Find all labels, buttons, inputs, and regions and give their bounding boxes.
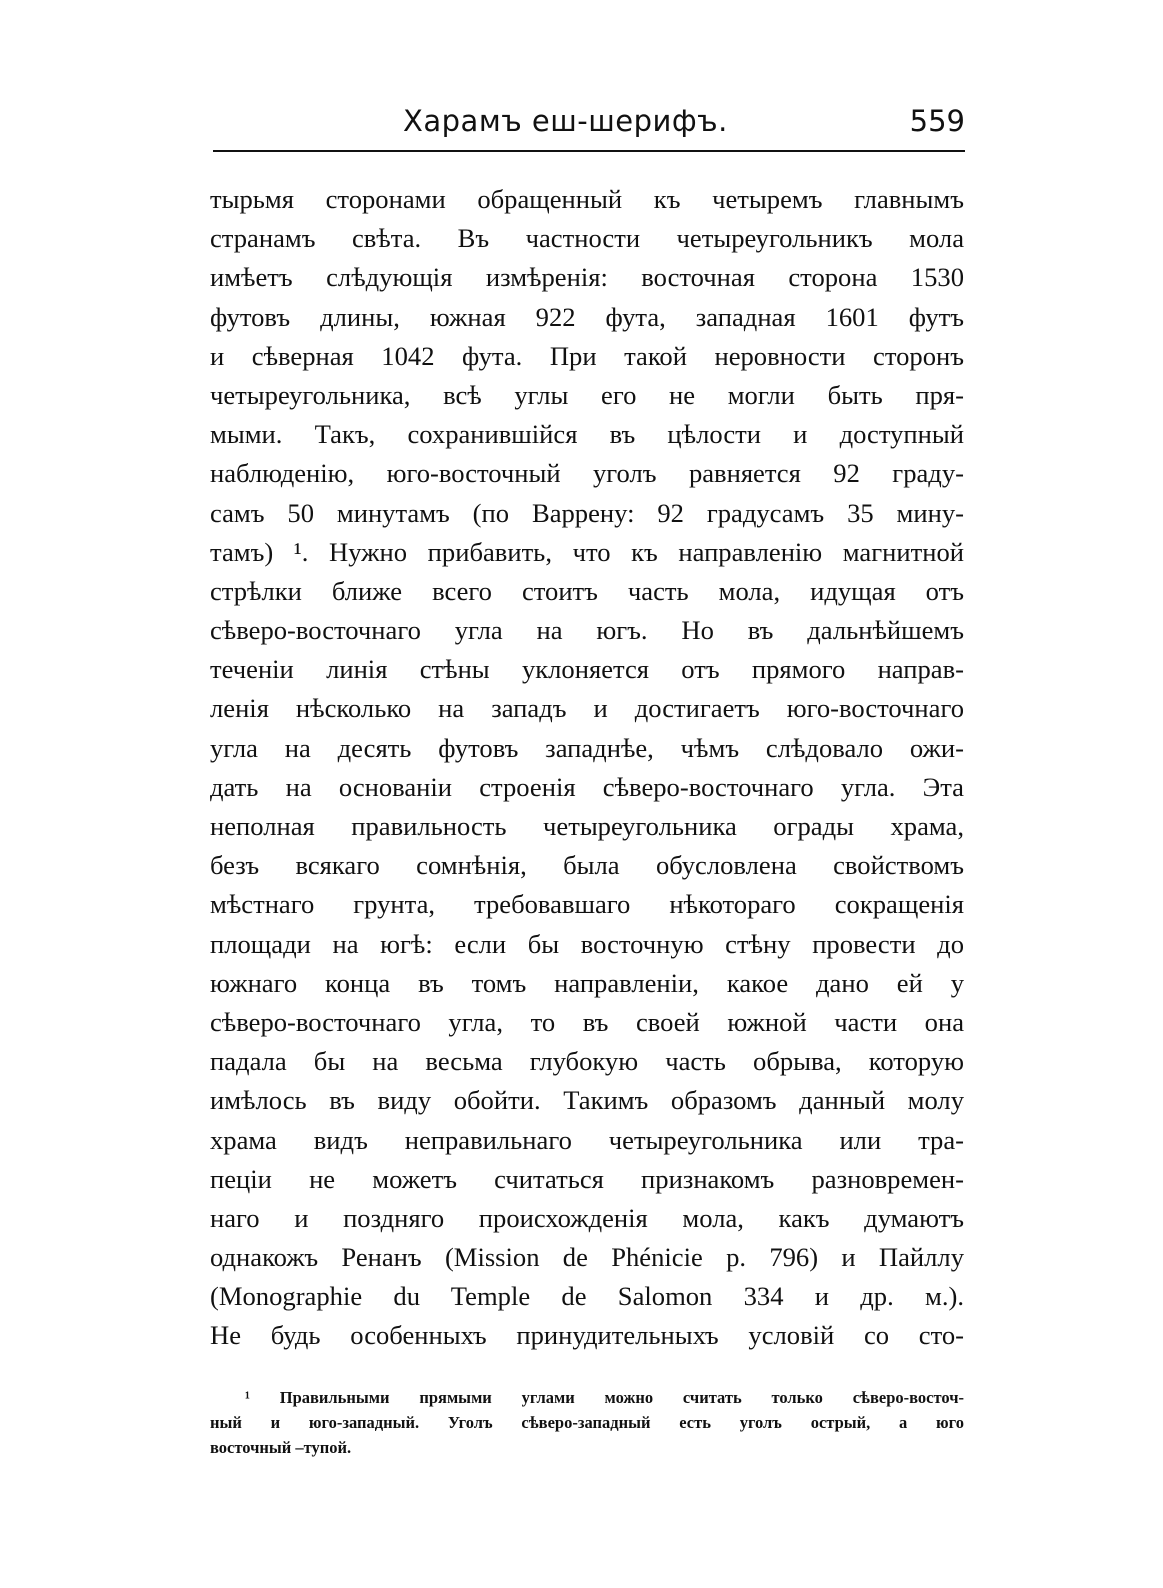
- text-line: наблюденію, юго-восточный уголъ равняется 92 граду-: [210, 458, 964, 489]
- text-line: странамъ свѣта. Въ частности четыреугольникъ мола: [210, 223, 964, 254]
- footnote-line: ный и юго-западный. Уголъ сѣверо-западный есть уголъ острый, а юго: [210, 1413, 964, 1432]
- text-line: сѣверо-восточнаго угла на югъ. Но въ дальнѣйшемъ: [210, 615, 964, 646]
- running-title: Харамъ еш-шерифъ.: [403, 104, 728, 138]
- text-line: мѣстнаго грунта, требовавшаго нѣкотораго сокращенія: [210, 889, 964, 920]
- text-line: теченіи линія стѣны уклоняется отъ прямого направ-: [210, 654, 964, 685]
- text-line: однакожъ Ренанъ (Mission de Phénicie p. 796) и Пайллу: [210, 1242, 964, 1273]
- text-line: сѣверо-восточнаго угла, то въ своей южной части она: [210, 1006, 964, 1037]
- text-line: дать на основаніи строенія сѣверо-восточнаго угла. Эта: [210, 771, 964, 802]
- text-line: угла на десять футовъ западнѣе, чѣмъ слѣдовало ожи-: [210, 732, 964, 763]
- text-line: тырьмя сторонами обращенный къ четыремъ главнымъ: [210, 184, 964, 214]
- text-line: ленія нѣсколько на западъ и достигаетъ юго-восточнаго: [210, 693, 964, 724]
- text-line: футовъ длины, южная 922 фута, западная 1601 футъ: [210, 301, 964, 332]
- text-line: мыми. Такъ, сохранившійся въ цѣлости и доступный: [210, 419, 964, 450]
- text-line: безъ всякаго сомнѣнія, была обусловлена свойствомъ: [210, 850, 964, 881]
- text-line: и сѣверная 1042 фута. При такой неровности сторонъ: [210, 340, 964, 371]
- text-line: пеціи не можетъ считаться признакомъ разновремен-: [210, 1163, 964, 1194]
- running-header: [213, 104, 965, 148]
- page-number: 559: [909, 104, 965, 138]
- text-line: Не будь особенныхъ принудительныхъ условій со сто-: [210, 1320, 964, 1351]
- text-line: храма видъ неправильнаго четыреугольника или тра-: [210, 1124, 964, 1155]
- text-line: южнаго конца въ томъ направленіи, какое дано ей у: [210, 967, 964, 998]
- text-line: четыреугольника, всѣ углы его не могли быть пря-: [210, 379, 964, 410]
- text-line: стрѣлки ближе всего стоитъ часть мола, идущая отъ: [210, 575, 964, 606]
- footnote: [210, 1385, 964, 1460]
- text-line: самъ 50 минутамъ (по Варрену: 92 градусамъ 35 мину-: [210, 497, 964, 528]
- text-line: падала бы на весьма глубокую часть обрыва, которую: [210, 1046, 964, 1077]
- text-line: неполная правильность четыреугольника ограды храма,: [210, 811, 964, 841]
- text-line: площади на югѣ: если бы восточную стѣну провести до: [210, 928, 964, 959]
- text-line: имѣетъ слѣдующія измѣренія: восточная сторона 1530: [210, 262, 964, 293]
- footnote-line: ¹ Правильными прямыми углами можно считать только сѣверо-восточ-: [245, 1388, 964, 1407]
- body-text: [210, 180, 964, 1356]
- text-line: тамъ) ¹. Нужно прибавить, что къ направленію магнитной: [210, 536, 964, 567]
- text-line: имѣлось въ виду обойти. Такимъ образомъ данный молу: [210, 1085, 964, 1116]
- text-line: наго и поздняго происхожденія мола, какъ думаютъ: [210, 1202, 964, 1233]
- footnote-line: восточный –тупой.: [210, 1438, 352, 1457]
- text-line: (Monographie du Temple de Salomon 334 и др. м.).: [210, 1281, 964, 1312]
- header-rule: [213, 150, 965, 152]
